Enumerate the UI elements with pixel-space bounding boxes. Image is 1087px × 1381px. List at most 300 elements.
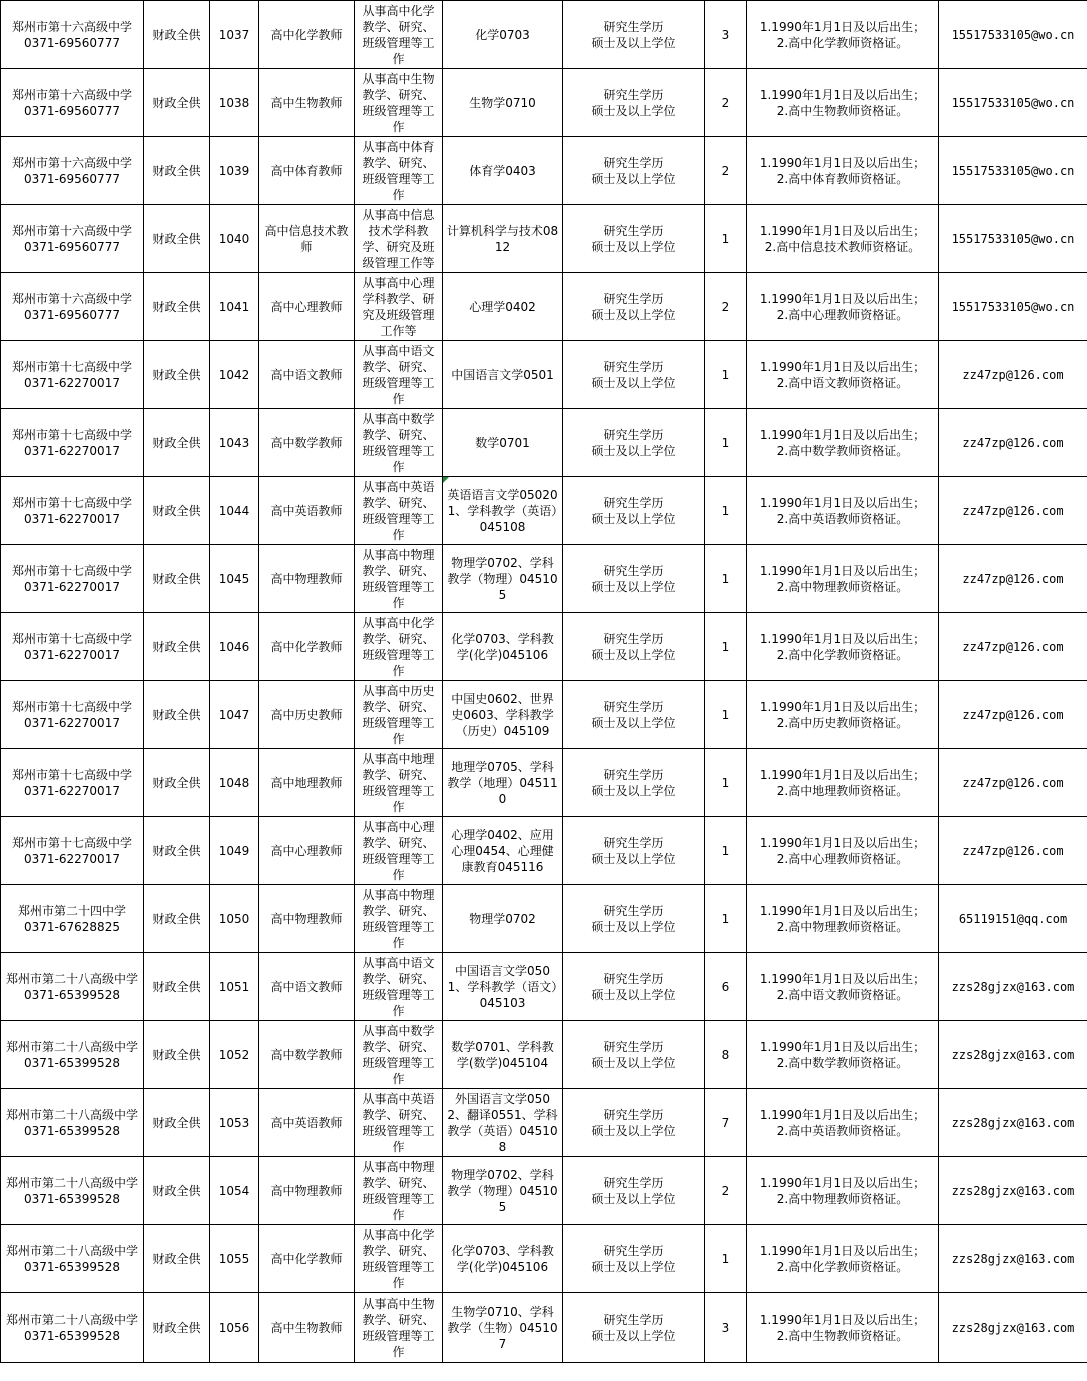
duties-cell: 从事高中体育教学、研究、班级管理等工作 [355,137,443,205]
table-row [1,545,1087,613]
funding-cell: 财政全供 [144,341,210,409]
position-code-cell: 1041 [210,273,259,341]
requirements-cell [747,205,939,273]
duties-cell: 从事高中化学教学、研究、班级管理等工作 [355,1225,443,1293]
position-name-cell: 高中生物教师 [259,1293,355,1363]
requirements-cell-line: 1.1990年1月1日及以后出生； [759,359,926,374]
table-row [1,613,1087,681]
requirements-cell [747,681,939,749]
requirements-cell-line: 2.高中语文教师资格证。 [776,987,909,1002]
education-cell-line: 研究生学历 [603,1243,664,1258]
position-name-cell: 高中英语教师 [259,477,355,545]
duties-cell: 从事高中历史教学、研究、班级管理等工作 [355,681,443,749]
requirements-cell-line: 2.高中化学教师资格证。 [776,647,909,662]
funding-cell: 财政全供 [144,1021,210,1089]
requirements-cell-line: 1.1990年1月1日及以后出生； [759,87,926,102]
requirements-cell-line: 2.高中数学教师资格证。 [776,443,909,458]
headcount-cell: 1 [705,477,747,545]
duties-cell: 从事高中化学教学、研究、班级管理等工作 [355,1,443,69]
requirements-cell-line: 1.1990年1月1日及以后出生； [759,903,926,918]
school-cell [1,613,144,681]
school-cell-line: 0371-65399528 [24,1259,120,1274]
education-cell-line: 硕士及以上学位 [591,511,676,526]
headcount-cell: 3 [705,1,747,69]
requirements-cell-line: 1.1990年1月1日及以后出生； [759,19,926,34]
major-cell: 生物学0710 [443,69,563,137]
funding-cell: 财政全供 [144,1157,210,1225]
education-cell [563,1225,705,1293]
duties-cell: 从事高中物理教学、研究、班级管理等工作 [355,885,443,953]
education-cell [563,953,705,1021]
education-cell-line: 研究生学历 [603,563,664,578]
requirements-cell-line: 2.高中信息技术教师资格证。 [764,239,921,254]
education-cell-line: 硕士及以上学位 [591,647,676,662]
position-code-cell: 1056 [210,1293,259,1363]
school-cell-line: 郑州市第十七高级中学 [11,699,132,714]
major-cell: 化学0703、学科教学(化学)045106 [443,1225,563,1293]
contact-email-cell: zz47zp@126.com [939,341,1087,409]
table-row [1,1157,1087,1225]
education-cell-line: 硕士及以上学位 [591,443,676,458]
education-cell [563,1157,705,1225]
duties-cell: 从事高中数学教学、研究、班级管理等工作 [355,409,443,477]
education-cell-line: 硕士及以上学位 [591,171,676,186]
contact-email-cell: zzs28gjzx@163.com [939,1293,1087,1363]
duties-cell: 从事高中英语教学、研究、班级管理等工作 [355,477,443,545]
duties-cell: 从事高中语文教学、研究、班级管理等工作 [355,341,443,409]
education-cell-line: 研究生学历 [603,699,664,714]
education-cell [563,613,705,681]
duties-cell: 从事高中物理教学、研究、班级管理等工作 [355,1157,443,1225]
headcount-cell: 1 [705,205,747,273]
school-cell [1,749,144,817]
major-cell: 计算机科学与技术0812 [443,205,563,273]
headcount-cell: 1 [705,817,747,885]
school-cell-line: 郑州市第十七高级中学 [11,359,132,374]
school-cell-line: 郑州市第二十八高级中学 [5,971,138,986]
education-cell [563,409,705,477]
major-cell: 心理学0402 [443,273,563,341]
contact-email-cell: zz47zp@126.com [939,817,1087,885]
requirements-cell [747,545,939,613]
duties-cell: 从事高中语文教学、研究、班级管理等工作 [355,953,443,1021]
requirements-cell-line: 1.1990年1月1日及以后出生； [759,1312,926,1327]
education-cell [563,681,705,749]
headcount-cell: 1 [705,749,747,817]
major-cell: 中国语言文学0501、学科教学（语文）045103 [443,953,563,1021]
major-cell: 中国史0602、世界史0603、学科教学（历史）045109 [443,681,563,749]
school-cell [1,1089,144,1157]
education-cell-line: 硕士及以上学位 [591,103,676,118]
requirements-cell-line: 1.1990年1月1日及以后出生； [759,767,926,782]
position-code-cell: 1047 [210,681,259,749]
table-row [1,341,1087,409]
contact-email-cell: 15517533105@wo.cn [939,69,1087,137]
requirements-cell-line: 2.高中英语教师资格证。 [776,1123,909,1138]
requirements-cell-line: 2.高中地理教师资格证。 [776,783,909,798]
contact-email-cell: zzs28gjzx@163.com [939,1225,1087,1293]
education-cell-line: 研究生学历 [603,359,664,374]
major-cell: 物理学0702 [443,885,563,953]
position-name-cell: 高中数学教师 [259,409,355,477]
requirements-cell-line: 1.1990年1月1日及以后出生； [759,971,926,986]
requirements-cell-line: 2.高中数学教师资格证。 [776,1055,909,1070]
contact-email-cell: 15517533105@wo.cn [939,273,1087,341]
education-cell-line: 研究生学历 [603,155,664,170]
requirements-cell-line: 2.高中心理教师资格证。 [776,307,909,322]
education-cell [563,817,705,885]
table-row [1,1089,1087,1157]
school-cell-line: 0371-62270017 [24,647,120,662]
position-name-cell: 高中地理教师 [259,749,355,817]
headcount-cell: 1 [705,681,747,749]
funding-cell: 财政全供 [144,1293,210,1363]
headcount-cell: 6 [705,953,747,1021]
school-cell-line: 0371-62270017 [24,511,120,526]
school-cell-line: 郑州市第十七高级中学 [11,835,132,850]
requirements-cell-line: 1.1990年1月1日及以后出生； [759,699,926,714]
funding-cell: 财政全供 [144,273,210,341]
contact-email-cell: zzs28gjzx@163.com [939,1089,1087,1157]
major-cell: 数学0701、学科教学(数学)045104 [443,1021,563,1089]
position-code-cell: 1042 [210,341,259,409]
position-code-cell: 1043 [210,409,259,477]
school-cell [1,1021,144,1089]
school-cell-line: 0371-62270017 [24,375,120,390]
position-code-cell: 1038 [210,69,259,137]
contact-email-cell: zzs28gjzx@163.com [939,953,1087,1021]
requirements-cell-line: 1.1990年1月1日及以后出生； [759,1243,926,1258]
education-cell-line: 硕士及以上学位 [591,1191,676,1206]
school-cell-line: 0371-69560777 [24,239,120,254]
school-cell-line: 0371-62270017 [24,579,120,594]
position-name-cell: 高中物理教师 [259,545,355,613]
headcount-cell: 2 [705,137,747,205]
funding-cell: 财政全供 [144,137,210,205]
duties-cell: 从事高中信息技术学科教学、研究及班级管理工作等 [355,205,443,273]
education-cell-line: 研究生学历 [603,495,664,510]
headcount-cell: 1 [705,341,747,409]
position-name-cell: 高中化学教师 [259,1,355,69]
headcount-cell: 1 [705,545,747,613]
table-row [1,817,1087,885]
funding-cell: 财政全供 [144,69,210,137]
school-cell-line: 郑州市第二十八高级中学 [5,1175,138,1190]
requirements-cell-line: 1.1990年1月1日及以后出生； [759,563,926,578]
school-cell [1,69,144,137]
headcount-cell: 1 [705,613,747,681]
major-cell: 化学0703 [443,1,563,69]
duties-cell: 从事高中心理教学、研究、班级管理等工作 [355,817,443,885]
duties-cell: 从事高中英语教学、研究、班级管理等工作 [355,1089,443,1157]
school-cell-line: 郑州市第十六高级中学 [11,19,132,34]
requirements-cell-line: 1.1990年1月1日及以后出生； [759,1039,926,1054]
education-cell-line: 研究生学历 [603,971,664,986]
major-cell: 外国语言文学0502、翻译0551、学科教学（英语）045108 [443,1089,563,1157]
requirements-cell-line: 2.高中生物教师资格证。 [776,1328,909,1343]
table-row [1,477,1087,545]
education-cell-line: 硕士及以上学位 [591,1123,676,1138]
requirements-cell [747,1293,939,1363]
school-cell [1,409,144,477]
position-name-cell: 高中历史教师 [259,681,355,749]
position-code-cell: 1046 [210,613,259,681]
school-cell-line: 0371-69560777 [24,171,120,186]
contact-email-cell: 15517533105@wo.cn [939,1,1087,69]
major-cell: 中国语言文学0501 [443,341,563,409]
requirements-cell-line: 2.高中心理教师资格证。 [776,851,909,866]
requirements-cell [747,953,939,1021]
school-cell-line: 0371-65399528 [24,987,120,1002]
school-cell-line: 0371-62270017 [24,783,120,798]
headcount-cell: 2 [705,1157,747,1225]
requirements-cell-line: 1.1990年1月1日及以后出生； [759,1107,926,1122]
funding-cell: 财政全供 [144,409,210,477]
education-cell [563,205,705,273]
school-cell-line: 0371-62270017 [24,851,120,866]
funding-cell: 财政全供 [144,477,210,545]
requirements-cell [747,885,939,953]
education-cell [563,273,705,341]
school-cell [1,477,144,545]
requirements-cell-line: 1.1990年1月1日及以后出生； [759,155,926,170]
position-name-cell: 高中化学教师 [259,613,355,681]
contact-email-cell: zz47zp@126.com [939,613,1087,681]
duties-cell: 从事高中生物教学、研究、班级管理等工作 [355,69,443,137]
school-cell-line: 0371-65399528 [24,1123,120,1138]
contact-email-cell: zzs28gjzx@163.com [939,1157,1087,1225]
education-cell [563,69,705,137]
requirements-cell [747,1,939,69]
position-code-cell: 1052 [210,1021,259,1089]
requirements-cell-line: 2.高中生物教师资格证。 [776,103,909,118]
school-cell [1,545,144,613]
requirements-cell-line: 2.高中物理教师资格证。 [776,1191,909,1206]
table-row [1,1021,1087,1089]
school-cell [1,681,144,749]
school-cell-line: 0371-62270017 [24,715,120,730]
school-cell [1,885,144,953]
major-cell: 物理学0702、学科教学（物理）045105 [443,1157,563,1225]
duties-cell: 从事高中化学教学、研究、班级管理等工作 [355,613,443,681]
education-cell-line: 研究生学历 [603,1175,664,1190]
requirements-cell [747,477,939,545]
contact-email-cell: 65119151@qq.com [939,885,1087,953]
contact-email-cell: zz47zp@126.com [939,681,1087,749]
table-row [1,1,1087,69]
position-name-cell: 高中心理教师 [259,273,355,341]
education-cell-line: 研究生学历 [603,291,664,306]
headcount-cell: 2 [705,273,747,341]
school-cell-line: 郑州市第二十八高级中学 [5,1243,138,1258]
school-cell-line: 郑州市第十六高级中学 [11,87,132,102]
position-code-cell: 1055 [210,1225,259,1293]
education-cell-line: 研究生学历 [603,835,664,850]
position-name-cell: 高中信息技术教师 [259,205,355,273]
requirements-cell [747,817,939,885]
position-name-cell: 高中物理教师 [259,885,355,953]
position-name-cell: 高中语文教师 [259,953,355,1021]
education-cell [563,477,705,545]
position-code-cell: 1048 [210,749,259,817]
school-cell-line: 0371-69560777 [24,35,120,50]
duties-cell: 从事高中生物教学、研究、班级管理等工作 [355,1293,443,1363]
school-cell-line: 0371-65399528 [24,1055,120,1070]
education-cell-line: 硕士及以上学位 [591,579,676,594]
school-cell-line: 郑州市第二十八高级中学 [5,1107,138,1122]
table-row [1,273,1087,341]
funding-cell: 财政全供 [144,545,210,613]
education-cell-line: 研究生学历 [603,87,664,102]
contact-email-cell: zz47zp@126.com [939,749,1087,817]
requirements-cell-line: 2.高中化学教师资格证。 [776,1259,909,1274]
headcount-cell: 8 [705,1021,747,1089]
funding-cell: 财政全供 [144,817,210,885]
requirements-cell-line: 1.1990年1月1日及以后出生； [759,631,926,646]
requirements-cell-line: 1.1990年1月1日及以后出生； [759,835,926,850]
school-cell-line: 0371-69560777 [24,103,120,118]
requirements-cell-line: 1.1990年1月1日及以后出生； [759,495,926,510]
education-cell-line: 硕士及以上学位 [591,783,676,798]
education-cell-line: 研究生学历 [603,1312,664,1327]
requirements-cell-line: 1.1990年1月1日及以后出生； [759,223,926,238]
contact-email-cell: zz47zp@126.com [939,545,1087,613]
position-code-cell: 1045 [210,545,259,613]
education-cell-line: 硕士及以上学位 [591,987,676,1002]
requirements-cell [747,69,939,137]
requirements-cell [747,1225,939,1293]
funding-cell: 财政全供 [144,953,210,1021]
requirements-cell [747,613,939,681]
school-cell-line: 郑州市第二十八高级中学 [5,1312,138,1327]
headcount-cell: 3 [705,1293,747,1363]
school-cell-line: 0371-69560777 [24,307,120,322]
school-cell [1,1293,144,1363]
education-cell-line: 研究生学历 [603,631,664,646]
headcount-cell: 7 [705,1089,747,1157]
education-cell-line: 研究生学历 [603,223,664,238]
funding-cell: 财政全供 [144,885,210,953]
contact-email-cell: 15517533105@wo.cn [939,137,1087,205]
education-cell [563,1293,705,1363]
education-cell-line: 硕士及以上学位 [591,715,676,730]
requirements-cell [747,137,939,205]
education-cell-line: 硕士及以上学位 [591,35,676,50]
position-code-cell: 1039 [210,137,259,205]
major-cell: 体育学0403 [443,137,563,205]
funding-cell: 财政全供 [144,681,210,749]
major-cell: 地理学0705、学科教学（地理）045110 [443,749,563,817]
position-name-cell: 高中心理教师 [259,817,355,885]
education-cell-line: 研究生学历 [603,767,664,782]
position-code-cell: 1049 [210,817,259,885]
contact-email-cell: zz47zp@126.com [939,477,1087,545]
requirements-cell-line: 2.高中语文教师资格证。 [776,375,909,390]
education-cell [563,749,705,817]
funding-cell: 财政全供 [144,613,210,681]
table-row [1,205,1087,273]
table-row [1,137,1087,205]
requirements-cell-line: 2.高中英语教师资格证。 [776,511,909,526]
table-row [1,885,1087,953]
requirements-cell-line: 1.1990年1月1日及以后出生； [759,427,926,442]
major-cell: 英语语言文学050201、学科教学（英语）045108 [443,477,563,545]
position-code-cell: 1053 [210,1089,259,1157]
duties-cell: 从事高中数学教学、研究、班级管理等工作 [355,1021,443,1089]
table-body [1,1,1087,1363]
school-cell-line: 0371-67628825 [24,919,120,934]
table-row [1,409,1087,477]
headcount-cell: 1 [705,885,747,953]
school-cell [1,273,144,341]
position-code-cell: 1040 [210,205,259,273]
requirements-cell-line: 1.1990年1月1日及以后出生； [759,291,926,306]
requirements-cell [747,341,939,409]
requirements-cell-line: 1.1990年1月1日及以后出生； [759,1175,926,1190]
education-cell-line: 硕士及以上学位 [591,851,676,866]
school-cell-line: 0371-65399528 [24,1191,120,1206]
contact-email-cell: zzs28gjzx@163.com [939,1021,1087,1089]
school-cell [1,1,144,69]
education-cell-line: 硕士及以上学位 [591,1328,676,1343]
requirements-cell-line: 2.高中物理教师资格证。 [776,919,909,934]
headcount-cell: 1 [705,1225,747,1293]
education-cell [563,1,705,69]
education-cell [563,545,705,613]
education-cell-line: 硕士及以上学位 [591,239,676,254]
position-code-cell: 1050 [210,885,259,953]
table-row [1,953,1087,1021]
headcount-cell: 2 [705,69,747,137]
position-name-cell: 高中物理教师 [259,1157,355,1225]
education-cell-line: 硕士及以上学位 [591,1259,676,1274]
position-code-cell: 1054 [210,1157,259,1225]
school-cell [1,137,144,205]
position-code-cell: 1037 [210,1,259,69]
major-cell: 物理学0702、学科教学（物理）045105 [443,545,563,613]
school-cell-line: 0371-65399528 [24,1328,120,1343]
school-cell-line: 郑州市第十七高级中学 [11,495,132,510]
duties-cell: 从事高中心理学科教学、研究及班级管理工作等 [355,273,443,341]
education-cell [563,341,705,409]
education-cell-line: 硕士及以上学位 [591,375,676,390]
major-cell: 化学0703、学科教学(化学)045106 [443,613,563,681]
requirements-cell [747,749,939,817]
position-name-cell: 高中数学教师 [259,1021,355,1089]
requirements-cell-line: 2.高中物理教师资格证。 [776,579,909,594]
education-cell [563,1021,705,1089]
education-cell-line: 研究生学历 [603,1039,664,1054]
table-row [1,749,1087,817]
education-cell-line: 研究生学历 [603,903,664,918]
duties-cell: 从事高中物理教学、研究、班级管理等工作 [355,545,443,613]
funding-cell: 财政全供 [144,1,210,69]
position-name-cell: 高中生物教师 [259,69,355,137]
requirements-cell [747,1021,939,1089]
position-name-cell: 高中体育教师 [259,137,355,205]
major-cell: 心理学0402、应用心理0454、心理健康教育045116 [443,817,563,885]
funding-cell: 财政全供 [144,749,210,817]
requirements-cell [747,409,939,477]
education-cell-line: 研究生学历 [603,1107,664,1122]
funding-cell: 财政全供 [144,1089,210,1157]
school-cell-line: 郑州市第二十八高级中学 [5,1039,138,1054]
requirements-cell-line: 2.高中体育教师资格证。 [776,171,909,186]
school-cell [1,1157,144,1225]
table-row [1,69,1087,137]
education-cell-line: 硕士及以上学位 [591,307,676,322]
contact-email-cell: zz47zp@126.com [939,409,1087,477]
